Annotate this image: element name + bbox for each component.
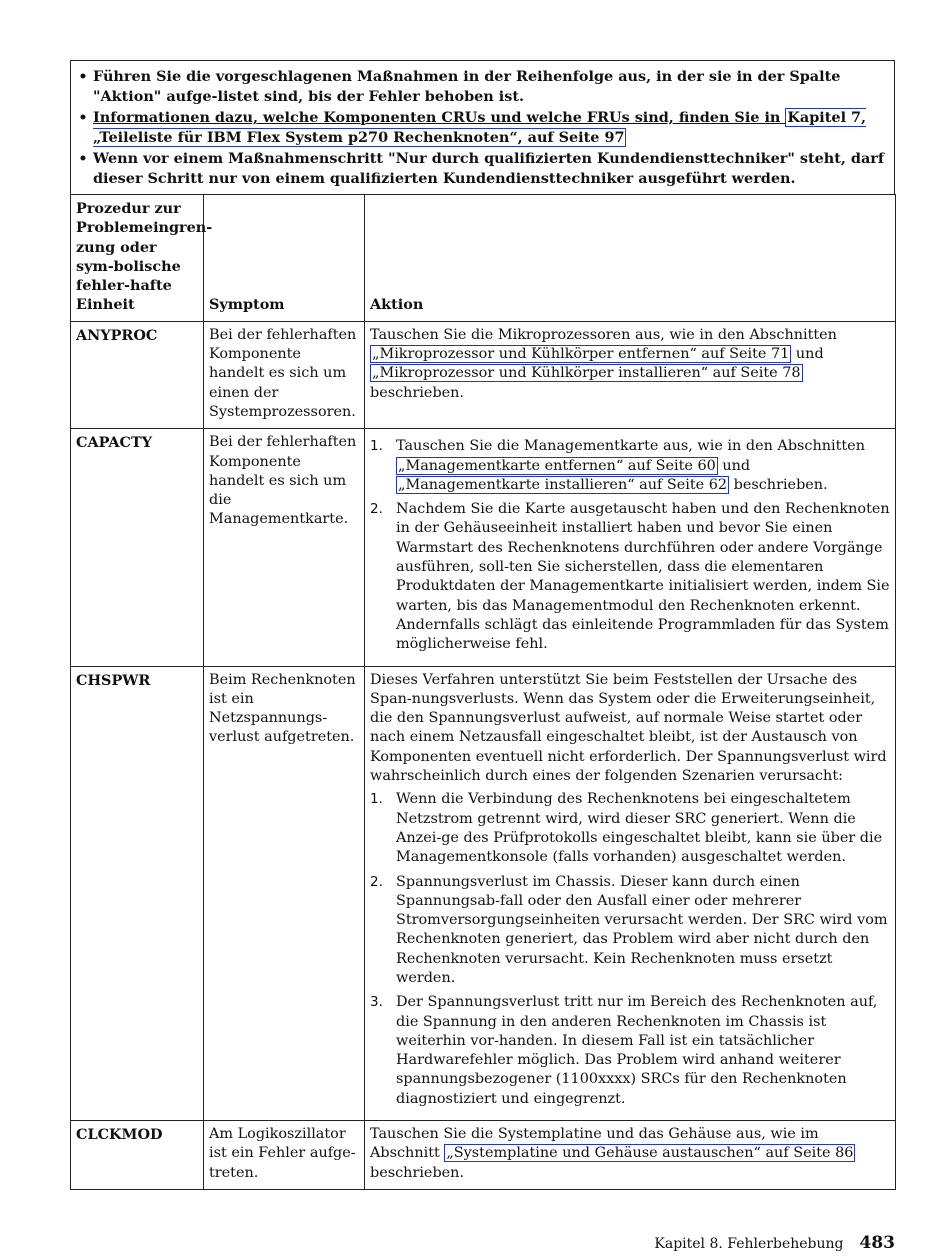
note-item: [73, 108, 886, 147]
link-parts-list[interactable]: Kapitel 7, „Teileliste für IBM Flex System p270 Rechenknoten“, auf Seite 97: [93, 109, 867, 146]
row-code: CAPACTY: [71, 429, 204, 666]
link-mgmt-card-install[interactable]: „Managementkarte installieren“ auf Seite 62: [398, 476, 728, 493]
action-text: und: [791, 346, 824, 363]
step-text: Wenn die Verbindung des Rechenknotens bei eingeschaltetem Netzstrom getrennt wird, wird dieser SRC generiert. Wenn die Anzei-ge des Prüfprotokolls eingeschaltet bleibt, kann sie über die Managementkonsole (falls vorhanden) ausgeschaltet werden.: [396, 791, 883, 866]
table-row: [71, 321, 896, 428]
row-symptom: Bei der fehlerhaften Komponente handelt es sich um die Managementkarte.: [204, 429, 365, 666]
page-number: 483: [859, 1233, 895, 1253]
step-text: Der Spannungsverlust tritt nur im Bereich des Rechenknoten auf, die Spannung in den anderen Rechenknoten im Chassis ist weiterhin vor-handen. In diesem Fall ist ein tatsächlicher Hardwarefehler möglich. Das Problem wird anhand weiterer spannungsbezogener (1100xxxx) SRCs für den Rechenknoten diagnostiziert und eingegrenzt.: [396, 994, 878, 1107]
action-intro: Dieses Verfahren unterstützt Sie beim Feststellen der Ursache des Span-nungsverlusts. Wenn das System oder die Erweiterungseinheit, die den Spannungsverlust aufweist, auf normale Weise startet oder nach einem Netzausfall eingeschaltet bleibt, ist der Austausch von Komponenten eventuell nicht erforderlich. Der Spannungsverlust wird wahrscheinlich durch eines der folgenden Szenarien verursacht:: [370, 671, 887, 785]
link-mgmt-card-remove[interactable]: „Managementkarte entfernen“ auf Seite 60: [398, 457, 716, 474]
action-text: Tauschen Sie die Mikroprozessoren aus, wie in den Abschnitten: [370, 326, 837, 343]
header-action: Aktion: [365, 195, 896, 322]
page-footer: [654, 1233, 895, 1253]
table-row: [71, 1121, 896, 1190]
note-item: [73, 67, 886, 106]
row-action: [365, 321, 896, 428]
note-text: Führen Sie die vorgeschlagenen Maßnahmen in der Reihenfolge aus, in der sie in der Spalte "Aktion" aufge-listet sind, bis der Fehler behoben ist.: [93, 68, 841, 105]
row-action: [365, 1121, 896, 1190]
step-number: 1.: [370, 438, 383, 455]
procedure-table-frame: [70, 60, 895, 1190]
step-text-part: und: [717, 457, 751, 474]
action-text: beschrieben.: [370, 1164, 465, 1181]
notes-box: [70, 60, 895, 194]
list-item: [370, 437, 890, 495]
list-item: [370, 873, 890, 989]
step-text: Nachdem Sie die Karte ausgetauscht haben und den Rechenknoten in der Gehäuseeinheit installiert haben und bevor Sie einen Warmstart des Rechenknotens durchführen oder andere Vorgänge ausführen, soll-ten Sie sicherstellen, dass die elementaren Produktdaten der Managementkarte initialisiert werden, indem Sie warten, bis das Managementmodul den Rechenknoten erkennt. Andernfalls schlägt das einleitende Programmladen für das System möglicherweise fehl.: [396, 501, 890, 653]
step-number: 2.: [370, 501, 383, 518]
note-text: Wenn vor einem Maßnahmenschritt "Nur durch qualifizierten Kundendiensttechniker" steht, darf dieser Schritt nur von einem qualifizierten Kundendiensttechniker ausgeführt werden.: [93, 150, 885, 187]
step-text: [396, 437, 890, 495]
link-microprocessor-install[interactable]: „Mikroprozessor und Kühlkörper installieren“ auf Seite 78: [372, 365, 801, 382]
list-item: [370, 993, 890, 1109]
procedure-table: [70, 194, 896, 1190]
step-text-part: beschrieben.: [729, 476, 828, 493]
table-header-row: [71, 195, 896, 322]
note-item: [73, 149, 886, 188]
list-item: [370, 500, 890, 654]
action-text: beschrieben.: [370, 384, 465, 401]
row-symptom: Bei der fehlerhaften Komponente handelt es sich um einen der Systemprozessoren.: [204, 321, 365, 428]
action-steps: [370, 437, 890, 654]
link-microprocessor-remove[interactable]: „Mikroprozessor und Kühlkörper entfernen“ auf Seite 71: [372, 346, 790, 363]
row-action: [365, 666, 896, 1121]
step-text-part: Tauschen Sie die Managementkarte aus, wie in den Abschnitten: [396, 438, 865, 455]
row-symptom: Am Logikoszillator ist ein Fehler aufge-treten.: [204, 1121, 365, 1190]
footer-chapter: Kapitel 8. Fehlerbehebung: [654, 1236, 844, 1252]
row-code: CHSPWR: [71, 666, 204, 1121]
row-action: [365, 429, 896, 666]
link-system-board-replace[interactable]: „Systemplatine und Gehäuse austauschen“ auf Seite 86: [446, 1145, 854, 1162]
row-symptom: Beim Rechenknoten ist ein Netzspannungs-verlust aufgetreten.: [204, 666, 365, 1121]
note-text: [93, 108, 886, 147]
step-number: 2.: [370, 873, 383, 890]
step-number: 1.: [370, 791, 383, 808]
header-symptom: Symptom: [204, 195, 365, 322]
note-text-part: Informationen dazu, welche Komponenten CRUs und welche FRUs sind, finden Sie in: [93, 109, 786, 126]
step-text: Spannungsverlust im Chassis. Dieser kann durch einen Spannungsab-fall oder den Ausfall einer oder mehrerer Stromversorgungseinheiten verursacht werden. Der SRC wird vom Rechenknoten generiert, das Problem wird aber nicht durch den Rechenknoten verursacht. Kein Rechenknoten muss ersetzt werden.: [396, 873, 888, 986]
header-procedure: Prozedur zur Problemeingren-zung oder sym-bolische fehler-hafte Einheit: [71, 195, 204, 322]
step-number: 3.: [370, 994, 383, 1011]
row-code: ANYPROC: [71, 321, 204, 428]
bullet: •: [78, 109, 88, 126]
row-code: CLCKMOD: [71, 1121, 204, 1190]
table-row: [71, 429, 896, 666]
table-row: [71, 666, 896, 1121]
action-text: Tauschen Sie die Systemplatine und das Gehäuse aus, wie im Abschnitt: [370, 1126, 819, 1162]
bullet: •: [78, 68, 88, 85]
bullet: •: [78, 150, 88, 167]
action-steps: [370, 790, 890, 1109]
list-item: [370, 790, 890, 867]
